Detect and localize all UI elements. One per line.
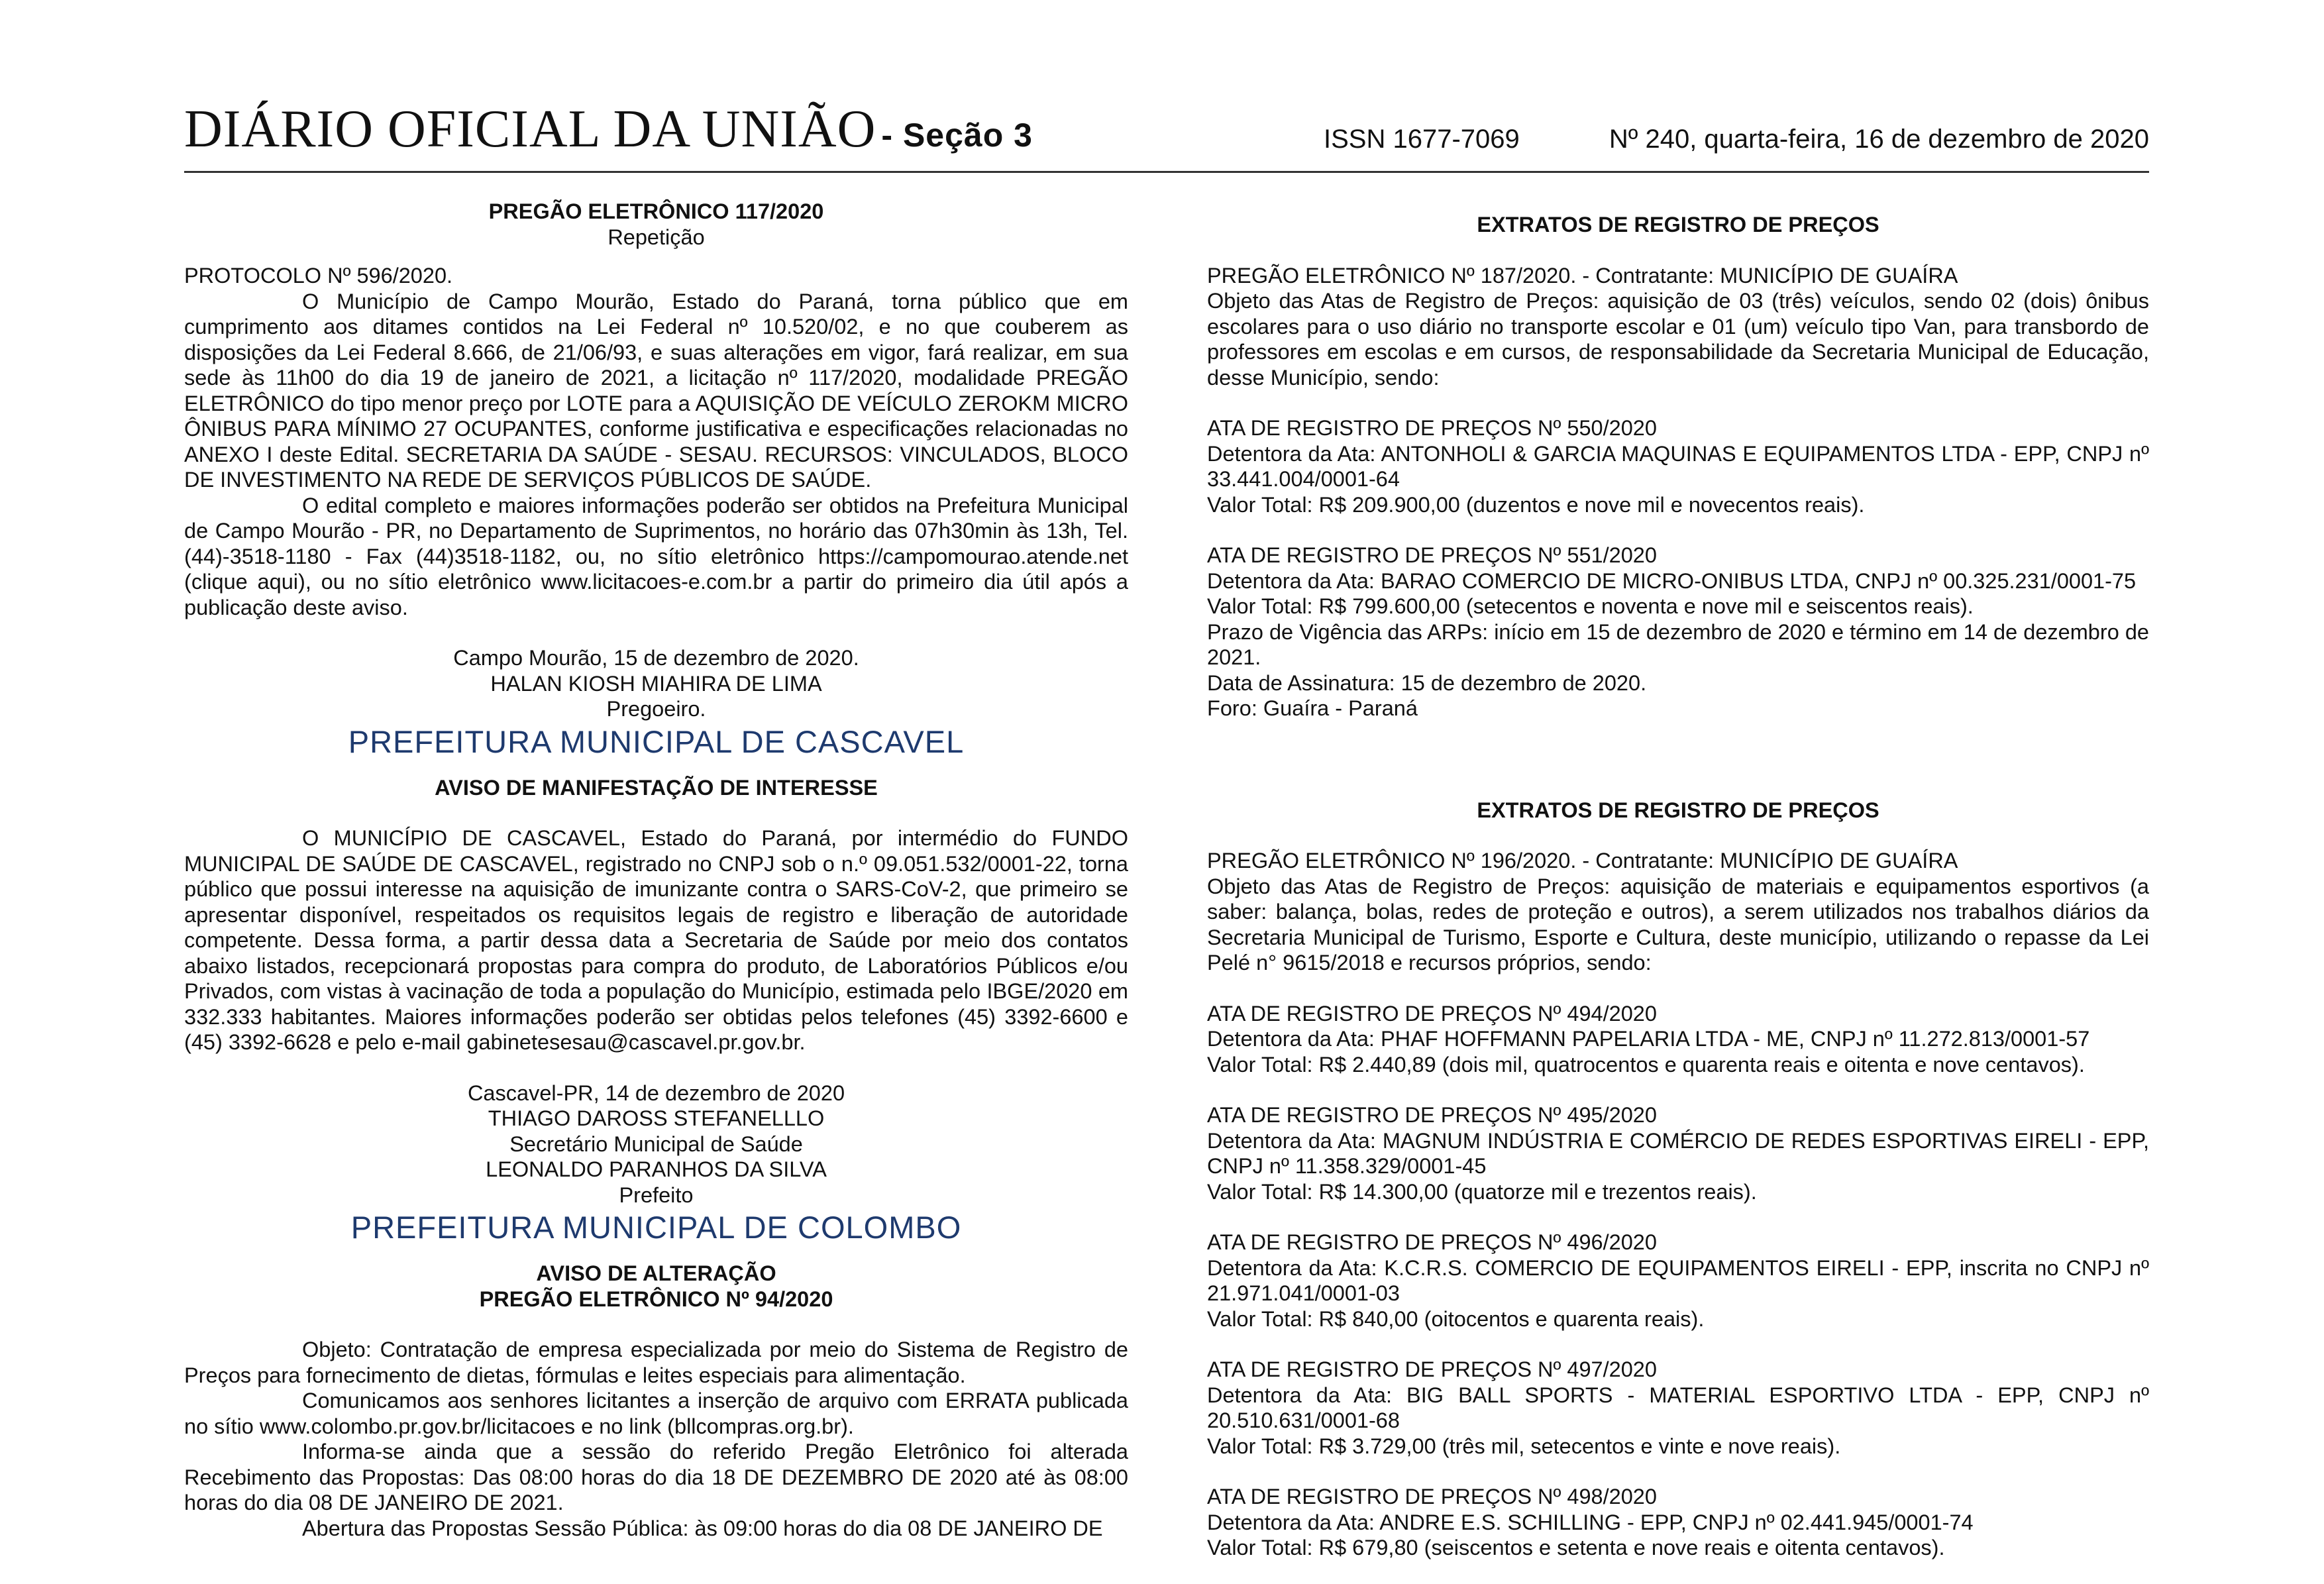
signature-block [184, 645, 1128, 722]
ata-number: ATA DE REGISTRO DE PREÇOS Nº 496/2020 [1207, 1230, 1657, 1254]
ata-entry [1207, 1001, 2149, 1078]
ata-value: Valor Total: R$ 209.900,00 (duzentos e nove mil e novecentos reais). [1207, 492, 1865, 517]
signature-role: Prefeito [619, 1183, 694, 1207]
ata-number: ATA DE REGISTRO DE PREÇOS Nº 495/2020 [1207, 1103, 1657, 1127]
extract-196 [1207, 798, 2149, 1561]
signature-block [184, 1081, 1128, 1208]
masthead-title [184, 99, 1033, 160]
extract-pregao: PREGÃO ELETRÔNICO Nº 196/2020. - Contratante: MUNICÍPIO DE GUAÍRA [1207, 849, 1958, 872]
ata-number: ATA DE REGISTRO DE PREÇOS Nº 550/2020 [1207, 416, 1657, 440]
notice-title: AVISO DE ALTERAÇÃO [536, 1261, 776, 1285]
notice-cascavel [184, 722, 1128, 1208]
protocol-number: PROTOCOLO Nº 596/2020. [184, 264, 453, 288]
ata-holder: Detentora da Ata: ANTONHOLI & GARCIA MAQUINAS E EQUIPAMENTOS LTDA - EPP, CNPJ nº 33.441.004/0001-64 [1207, 441, 2149, 491]
signature-name: HALAN KIOSH MIAHIRA DE LIMA [490, 671, 822, 696]
signature-place-date: Campo Mourão, 15 de dezembro de 2020. [453, 646, 859, 670]
notice-colombo [184, 1208, 1128, 1541]
extract-title: EXTRATOS DE REGISTRO DE PREÇOS [1477, 798, 1879, 822]
organization-heading: PREFEITURA MUNICIPAL DE COLOMBO [350, 1210, 962, 1245]
signature-role: Pregoeiro. [606, 697, 706, 721]
ata-entry [1207, 1357, 2149, 1459]
ata-value: Valor Total: R$ 799.600,00 (setecentos e noventa e nove mil e seiscentos reais). [1207, 594, 1974, 618]
ata-value: Valor Total: R$ 679,80 (seiscentos e setenta e nove reais e oitenta centavos). [1207, 1536, 1945, 1559]
issue-date: Nº 240, quarta-feira, 16 de dezembro de 2020 [1609, 125, 2149, 154]
notice-subtitle: PREGÃO ELETRÔNICO Nº 94/2020 [479, 1287, 833, 1311]
notice-paragraph: Objeto: Contratação de empresa especializada por meio do Sistema de Registro de Preços para fornecimento de dietas, fórmulas e leites especiais para alimentação. [184, 1338, 1128, 1387]
organization-heading: PREFEITURA MUNICIPAL DE CASCAVEL [348, 723, 965, 759]
notice-pregao-117 [184, 199, 1128, 722]
notice-paragraph: O MUNICÍPIO DE CASCAVEL, Estado do Paraná, por intermédio do FUNDO MUNICIPAL DE SAÚDE DE CASCAVEL, registrado no CNPJ sob o n.º 09.051.532/0001-22, torna público que possui interesse na aquisição de imunizante contra o SARS-CoV-2, que primeiro se apresentar disponível, respeitados os requisitos legais de registro e liberação de autoridade competente. Dessa forma, a partir dessa data a Secretaria de Saúde por meio dos contatos abaixo listados, recepcionará propostas para compra do produto, de Laboratórios Públicos e/ou Privados, com vistas à vacinação de toda a população do Município, estimada pelo IBGE/2020 em 332.333 habitantes. Maiores informações poderão ser obtidas pelos telefones (45) 3392-6600 e (45) 3392-6628 e pelo e-mail gabinetesesau@cascavel.pr.gov.br. [184, 826, 1128, 1054]
notice-subtitle: Repetição [607, 225, 705, 249]
notice-paragraph: O edital completo e maiores informações poderão ser obtidos na Prefeitura Municipal de Campo Mourão - PR, no Departamento de Suprimentos, no horário das 07h30min às 13h, Tel. (44)-3518-1180 - Fax (44)3518-1182, ou, no sítio eletrônico https://campomourao.atende.net (clique aqui), ou no sítio eletrônico www.licitacoes-e.com.br a partir do primeiro dia útil após a publicação deste aviso. [184, 493, 1128, 619]
validity-period: Prazo de Vigência das ARPs: início em 15 de dezembro de 2020 e término em 14 de dezembro de 2021. [1207, 619, 2149, 669]
jurisdiction: Foro: Guaíra - Paraná [1207, 696, 1418, 720]
issn: ISSN 1677-7069 [1324, 125, 1520, 154]
signature-place-date: Cascavel-PR, 14 de dezembro de 2020 [467, 1081, 845, 1105]
ata-value: Valor Total: R$ 2.440,89 (dois mil, quatrocentos e quarenta reais e oitenta e nove centavos). [1207, 1052, 2085, 1077]
notice-paragraph: Abertura das Propostas Sessão Pública: às 09:00 horas do dia 08 DE JANEIRO DE [302, 1516, 1103, 1540]
extract-pregao: PREGÃO ELETRÔNICO Nº 187/2020. - Contratante: MUNICÍPIO DE GUAÍRA [1207, 263, 1958, 288]
ata-value: Valor Total: R$ 3.729,00 (três mil, setecentos e vinte e nove reais). [1207, 1434, 1841, 1458]
ata-number: ATA DE REGISTRO DE PREÇOS Nº 494/2020 [1207, 1001, 1657, 1026]
ata-number: ATA DE REGISTRO DE PREÇOS Nº 551/2020 [1207, 543, 1657, 567]
ata-entry [1207, 415, 2149, 517]
ata-holder: Detentora da Ata: ANDRE E.S. SCHILLING - EPP, CNPJ nº 02.441.945/0001-74 [1207, 1510, 1974, 1534]
extract-object: Objeto das Atas de Registro de Preços: aquisição de 03 (três) veículos, sendo 02 (dois) ônibus escolares para o uso diário no transporte escolar e 01 (um) veículo tipo Van, para transbordo de professores em escolas e em cursos, de responsabilidade da Secretaria Municipal de Educação, desse Município, sendo: [1207, 289, 2149, 390]
notice-title: AVISO DE MANIFESTAÇÃO DE INTERESSE [435, 775, 878, 800]
ata-holder: Detentora da Ata: MAGNUM INDÚSTRIA E COMÉRCIO DE REDES ESPORTIVAS EIRELI - EPP, CNPJ nº 11.358.329/0001-45 [1207, 1128, 2149, 1178]
extract-187 [1207, 199, 2149, 721]
ata-entry [1207, 1484, 2149, 1561]
ata-value: Valor Total: R$ 14.300,00 (quatorze mil e trezentos reais). [1207, 1179, 1757, 1204]
section-label: - Seção 3 [881, 117, 1033, 154]
extract-title: EXTRATOS DE REGISTRO DE PREÇOS [1477, 213, 1879, 237]
right-column [1207, 199, 2149, 1561]
notice-paragraph: Informa-se ainda que a sessão do referido Pregão Eletrônico foi alterada Recebimento das Propostas: Das 08:00 horas do dia 18 DE DEZEMBRO DE 2020 até às 08:00 horas do dia 08 DE JANEIRO DE 2021. [184, 1440, 1128, 1514]
ata-number: ATA DE REGISTRO DE PREÇOS Nº 498/2020 [1207, 1485, 1657, 1508]
masthead [184, 99, 2149, 172]
signature-date: Data de Assinatura: 15 de dezembro de 2020. [1207, 670, 1647, 695]
ata-entry [1207, 1102, 2149, 1204]
ata-holder: Detentora da Ata: PHAF HOFFMANN PAPELARIA LTDA - ME, CNPJ nº 11.272.813/0001-57 [1207, 1027, 2090, 1051]
journal-title: DIÁRIO OFICIAL DA UNIÃO [184, 100, 876, 158]
ata-holder: Detentora da Ata: BIG BALL SPORTS - MATERIAL ESPORTIVO LTDA - EPP, CNPJ nº 20.510.631/0001-68 [1207, 1383, 2149, 1432]
ata-number: ATA DE REGISTRO DE PREÇOS Nº 497/2020 [1207, 1357, 1657, 1381]
ata-entry [1207, 1230, 2149, 1332]
notice-paragraph: O Município de Campo Mourão, Estado do Paraná, torna público que em cumprimento aos ditames contidos na Lei Federal nº 10.520/02, e no que couberem as disposições da Lei Federal 8.666, de 21/06/93, e suas alterações em vigor, fará realizar, em sua sede às 11h00 do dia 19 de janeiro de 2021, a licitação nº 117/2020, modalidade PREGÃO ELETRÔNICO do tipo menor preço por LOTE para a AQUISIÇÃO DE VEÍCULO ZEROKM MICRO ÔNIBUS PARA MÍNIMO 27 OCUPANTES, conforme justificativa e especificações relacionadas no ANEXO I deste Edital. SECRETARIA DA SAÚDE - SESAU. RECURSOS: VINCULADOS, BLOCO DE INVESTIMENTO NA REDE DE SERVIÇOS PÚBLICOS DE SAÚDE. [184, 289, 1128, 492]
left-column [184, 199, 1128, 1541]
ata-entry [1207, 543, 2149, 619]
signature-name: THIAGO DAROSS STEFANELLLO [488, 1106, 825, 1130]
ata-value: Valor Total: R$ 840,00 (oitocentos e quarenta reais). [1207, 1306, 1705, 1331]
ata-holder: Detentora da Ata: K.C.R.S. COMERCIO DE EQUIPAMENTOS EIRELI - EPP, inscrita no CNPJ nº 21.971.041/0001-03 [1207, 1255, 2149, 1305]
extract-object: Objeto das Atas de Registro de Preços: aquisição de materiais e equipamentos esportivos (a saber: balança, bolas, redes de proteção e outros), a serem utilizados nos trabalhos diários da Secretaria Municipal de Turismo, Esporte e Cultura, deste município, utilizando o repasse da Lei Pelé n° 9615/2018 e recursos próprios, sendo: [1207, 874, 2149, 975]
signature-name: LEONALDO PARANHOS DA SILVA [486, 1157, 827, 1181]
notice-paragraph: Comunicamos aos senhores licitantes a inserção de arquivo com ERRATA publicada no sítio www.colombo.pr.gov.br/licitacoes e no link (bllcompras.org.br). [184, 1389, 1128, 1438]
signature-role: Secretário Municipal de Saúde [509, 1132, 803, 1156]
notice-title: PREGÃO ELETRÔNICO 117/2020 [488, 199, 824, 223]
header-rule [184, 171, 2149, 173]
ata-holder: Detentora da Ata: BARAO COMERCIO DE MICRO-ONIBUS LTDA, CNPJ nº 00.325.231/0001-75 [1207, 568, 2137, 593]
